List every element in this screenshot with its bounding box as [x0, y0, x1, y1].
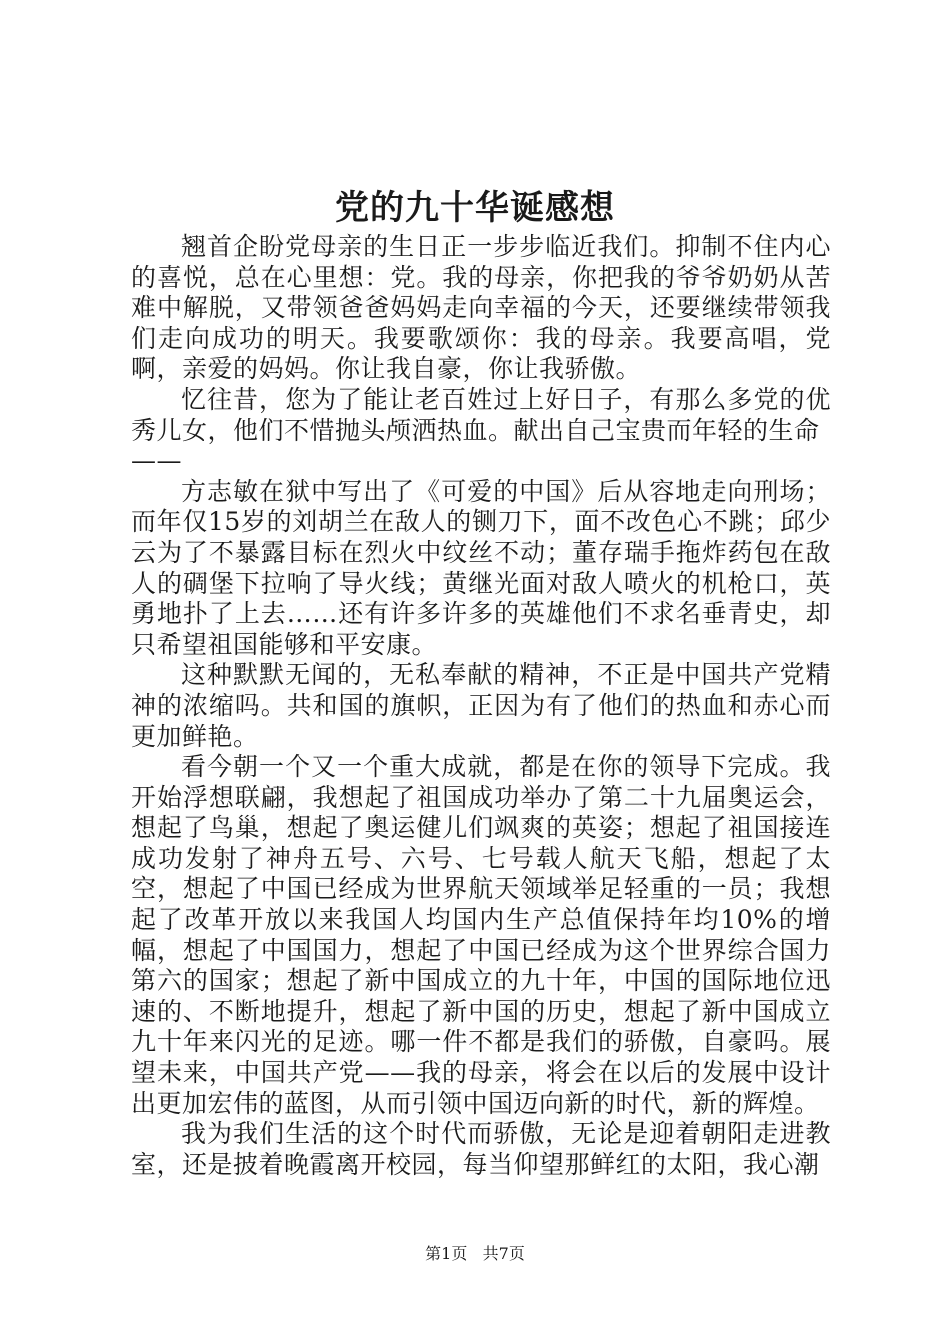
- paragraph-2: 忆往昔，您为了能让老百姓过上好日子，有那么多党的优秀儿女，他们不惜抛头颅洒热血。献出自己宝贵而年轻的生命: [131, 384, 831, 445]
- paragraph-5: 看今朝一个又一个重大成就，都是在你的领导下完成。我开始浮想联翩，我想起了祖国成功举办了第二十九届奥运会，想起了鸟巢，想起了奥运健儿们飒爽的英姿；想起了祖国接连成功发射了神舟五号、六号、七号载人航天飞船，想起了太空，想起了中国已经成为世界航天领域举足轻重的一员；我想起了改革开放以来我国人均国内生产总值保持年均10%的增幅，想起了中国国力，想起了中国已经成为这个世界综合国力第六的国家；想起了新中国成立的九十年，中国的国际地位迅速的、不断地提升，想起了新中国的历史，想起了新中国成立九十年来闪光的足迹。哪一件不都是我们的骄傲，自豪吗。展望未来，中国共产党——我的母亲，将会在以后的发展中设计出更加宏伟的蓝图，从而引领中国迈向新的时代，新的辉煌。: [131, 752, 831, 1118]
- paragraph-dash: ——: [131, 446, 182, 476]
- paragraph-4: 这种默默无闻的，无私奉献的精神，不正是中国共产党精神的浓缩吗。共和国的旗帜，正因为有了他们的热血和赤心而更加鲜艳。: [131, 660, 831, 751]
- paragraph-1: 翘首企盼党母亲的生日正一步步临近我们。抑制不住内心的喜悦，总在心里想：党。我的母亲，你把我的爷爷奶奶从苦难中解脱，又带领爸爸妈妈走向幸福的今天，还要继续带领我们走向成功的明天。我要歌颂你：我的母亲。我要高唱，党啊，亲爱的妈妈。你让我自豪，你让我骄傲。: [131, 232, 831, 384]
- paragraph-3: 方志敏在狱中写出了《可爱的中国》后从容地走向刑场；而年仅15岁的刘胡兰在敌人的铡刀下，面不改色心不跳；邱少云为了不暴露目标在烈火中纹丝不动；董存瑞手拖炸药包在敌人的碉堡下拉响了导火线；黄继光面对敌人喷火的机枪口，英勇地扑了上去……还有许多许多的英雄他们不求名垂青史，却只希望祖国能够和平安康。: [131, 476, 831, 659]
- paragraph-6: 我为我们生活的这个时代而骄傲，无论是迎着朝阳走进教室，还是披着晚霞离开校园，每当仰望那鲜红的太阳，我心潮: [131, 1119, 831, 1179]
- page-total: 共7页: [482, 1244, 525, 1263]
- page-footer: [0, 1244, 950, 1264]
- document-body: [131, 232, 831, 1180]
- footer-gap: [472, 1244, 477, 1263]
- document-title: 党的九十华诞感想: [335, 188, 615, 228]
- page-number: 第1页: [425, 1244, 468, 1263]
